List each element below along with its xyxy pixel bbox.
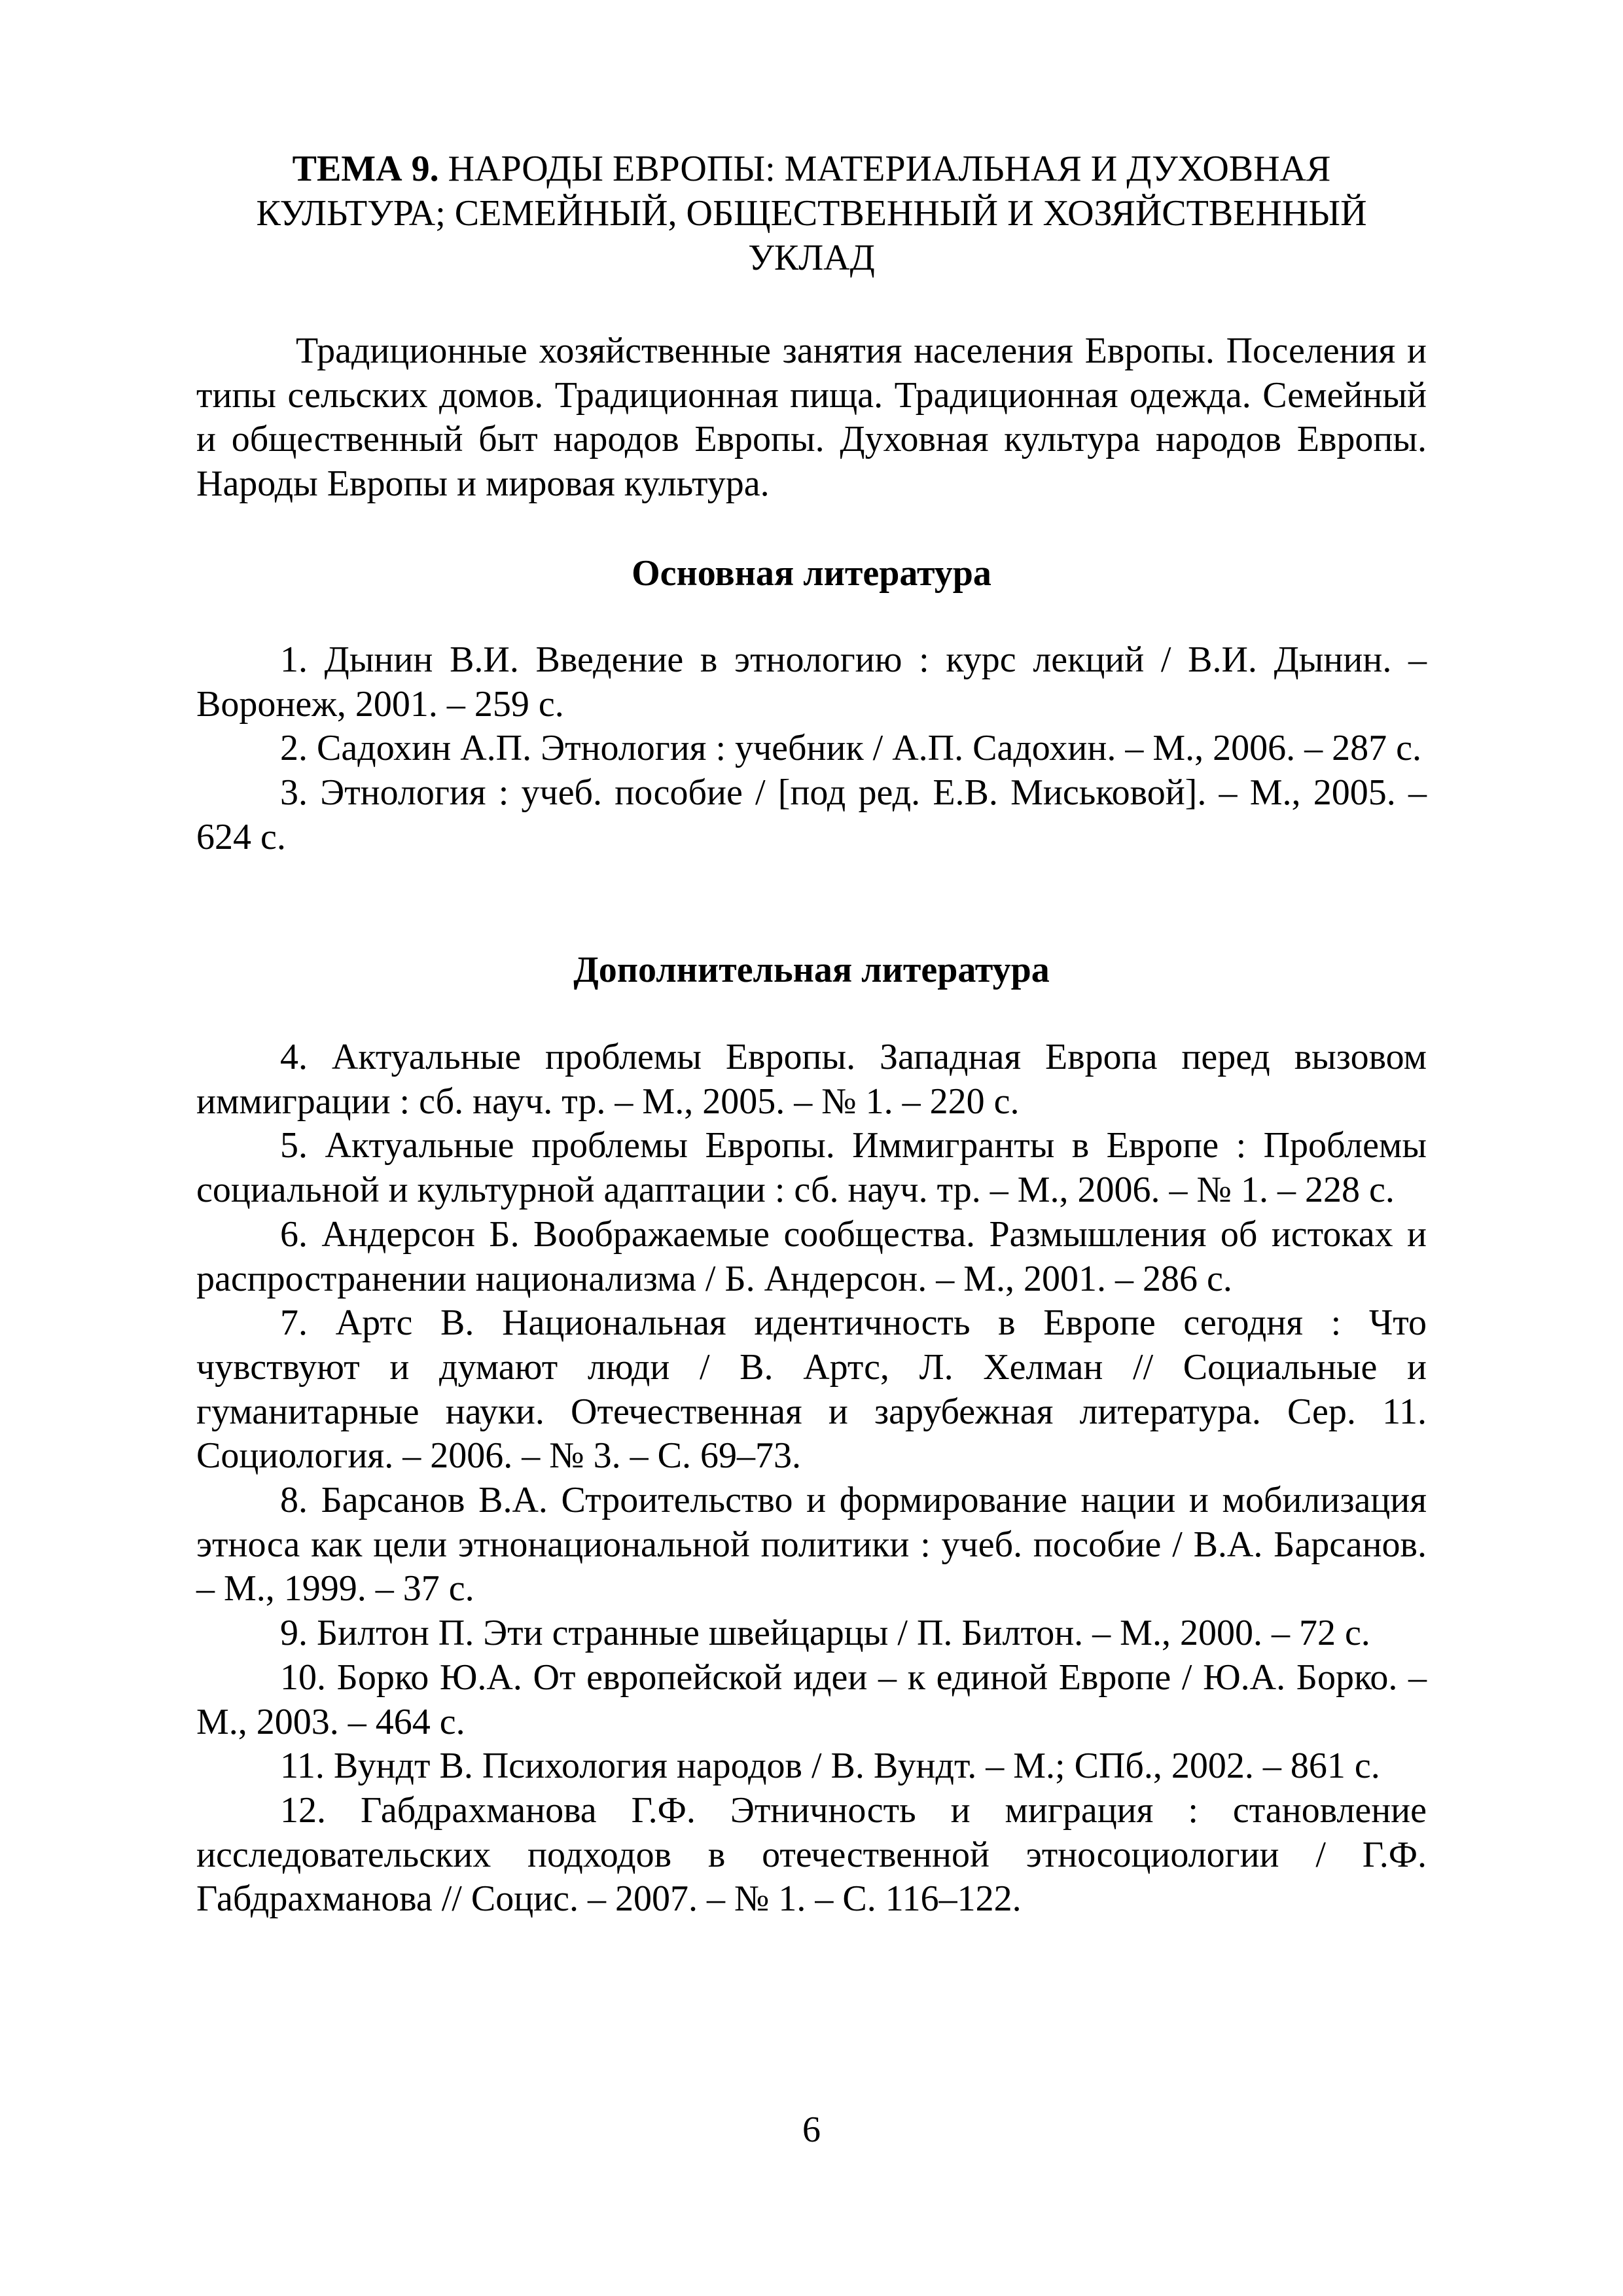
reference-item: 10. Борко Ю.А. От европейской идеи – к единой Европе / Ю.А. Борко. – М., 2003. – 464 с. [196, 1657, 1427, 1742]
page-number: 6 [802, 2109, 821, 2150]
reference-item: 12. Габдрахманова Г.Ф. Этничность и миграция : становление исследовательских подходов в отечественной этносоциологии / Г.Ф. Габдрахманова // Социс. – 2007. – № 1. – С. 116–122. [196, 1789, 1427, 1920]
title-line-1-text: НАРОДЫ ЕВРОПЫ: МАТЕРИАЛЬНАЯ И ДУХОВНАЯ [438, 149, 1331, 189]
extra-literature-heading: Дополнительная литература [573, 950, 1050, 990]
reference-item: 11. Вундт В. Психология народов / В. Вундт. – М.; СПб., 2002. – 861 с. [280, 1746, 1380, 1787]
reference-item: 5. Актуальные проблемы Европы. Иммигранты в Европе : Проблемы социальной и культурной адаптации : сб. науч. тр. – М., 2006. – № 1. – 228 с. [196, 1125, 1427, 1211]
reference-item: 3. Этнология : учеб. пособие / [под ред. Е.В. Миськовой]. – М., 2005. – 624 с. [196, 772, 1427, 857]
reference-item: 2. Садохин А.П. Этнология : учебник / А.П. Садохин. – М., 2006. – 287 с. [280, 728, 1421, 769]
reference-item: 6. Андерсон Б. Воображаемые сообщества. Размышления об истоках и распространении национализма / Б. Андерсон. – М., 2001. – 286 с. [196, 1213, 1427, 1299]
extra-literature-list [196, 1035, 1427, 1922]
intro-paragraph: Традиционные хозяйственные занятия населения Европы. Поселения и типы сельских домов. Традиционная пища. Традиционная одежда. Семейный и общественный быт народов Европы. Духовная культура народов Европы. Народы Европы и мировая культура. [196, 331, 1427, 505]
main-literature-list [196, 638, 1427, 860]
main-literature-heading: Основная литература [632, 553, 991, 594]
reference-item: 7. Артс В. Национальная идентичность в Европе сегодня : Что чувствуют и думают люди / В. Артс, Л. Хелман // Социальные и гуманитарные науки. Отечественная и зарубежная литература. Сер. 11. Социология. – 2006. – № 3. – С. 69–73. [196, 1302, 1427, 1477]
reference-item: 8. Барсанов В.А. Строительство и формирование нации и мобилизация этноса как цели этнонациональной политики : учеб. пособие / В.А. Барсанов. – М., 1999. – 37 с. [196, 1480, 1427, 1609]
title-line-2: КУЛЬТУРА; СЕМЕЙНЫЙ, ОБЩЕСТВЕННЫЙ И ХОЗЯЙСТВЕННЫЙ [256, 193, 1367, 234]
page-title [196, 147, 1427, 280]
reference-item: 9. Билтон П. Эти странные швейцарцы / П. Билтон. – М., 2000. – 72 с. [280, 1613, 1370, 1654]
title-line-3: УКЛАД [748, 238, 875, 278]
reference-item: 4. Актуальные проблемы Европы. Западная Европа перед вызовом иммиграции : сб. науч. тр. – М., 2005. – № 1. – 220 с. [196, 1037, 1427, 1122]
reference-item: 1. Дынин В.И. Введение в этнологию : курс лекций / В.И. Дынин. – Воронеж, 2001. – 259 с. [196, 639, 1427, 725]
topic-label: ТЕМА 9. [292, 149, 439, 189]
title-line-1 [196, 147, 1427, 191]
